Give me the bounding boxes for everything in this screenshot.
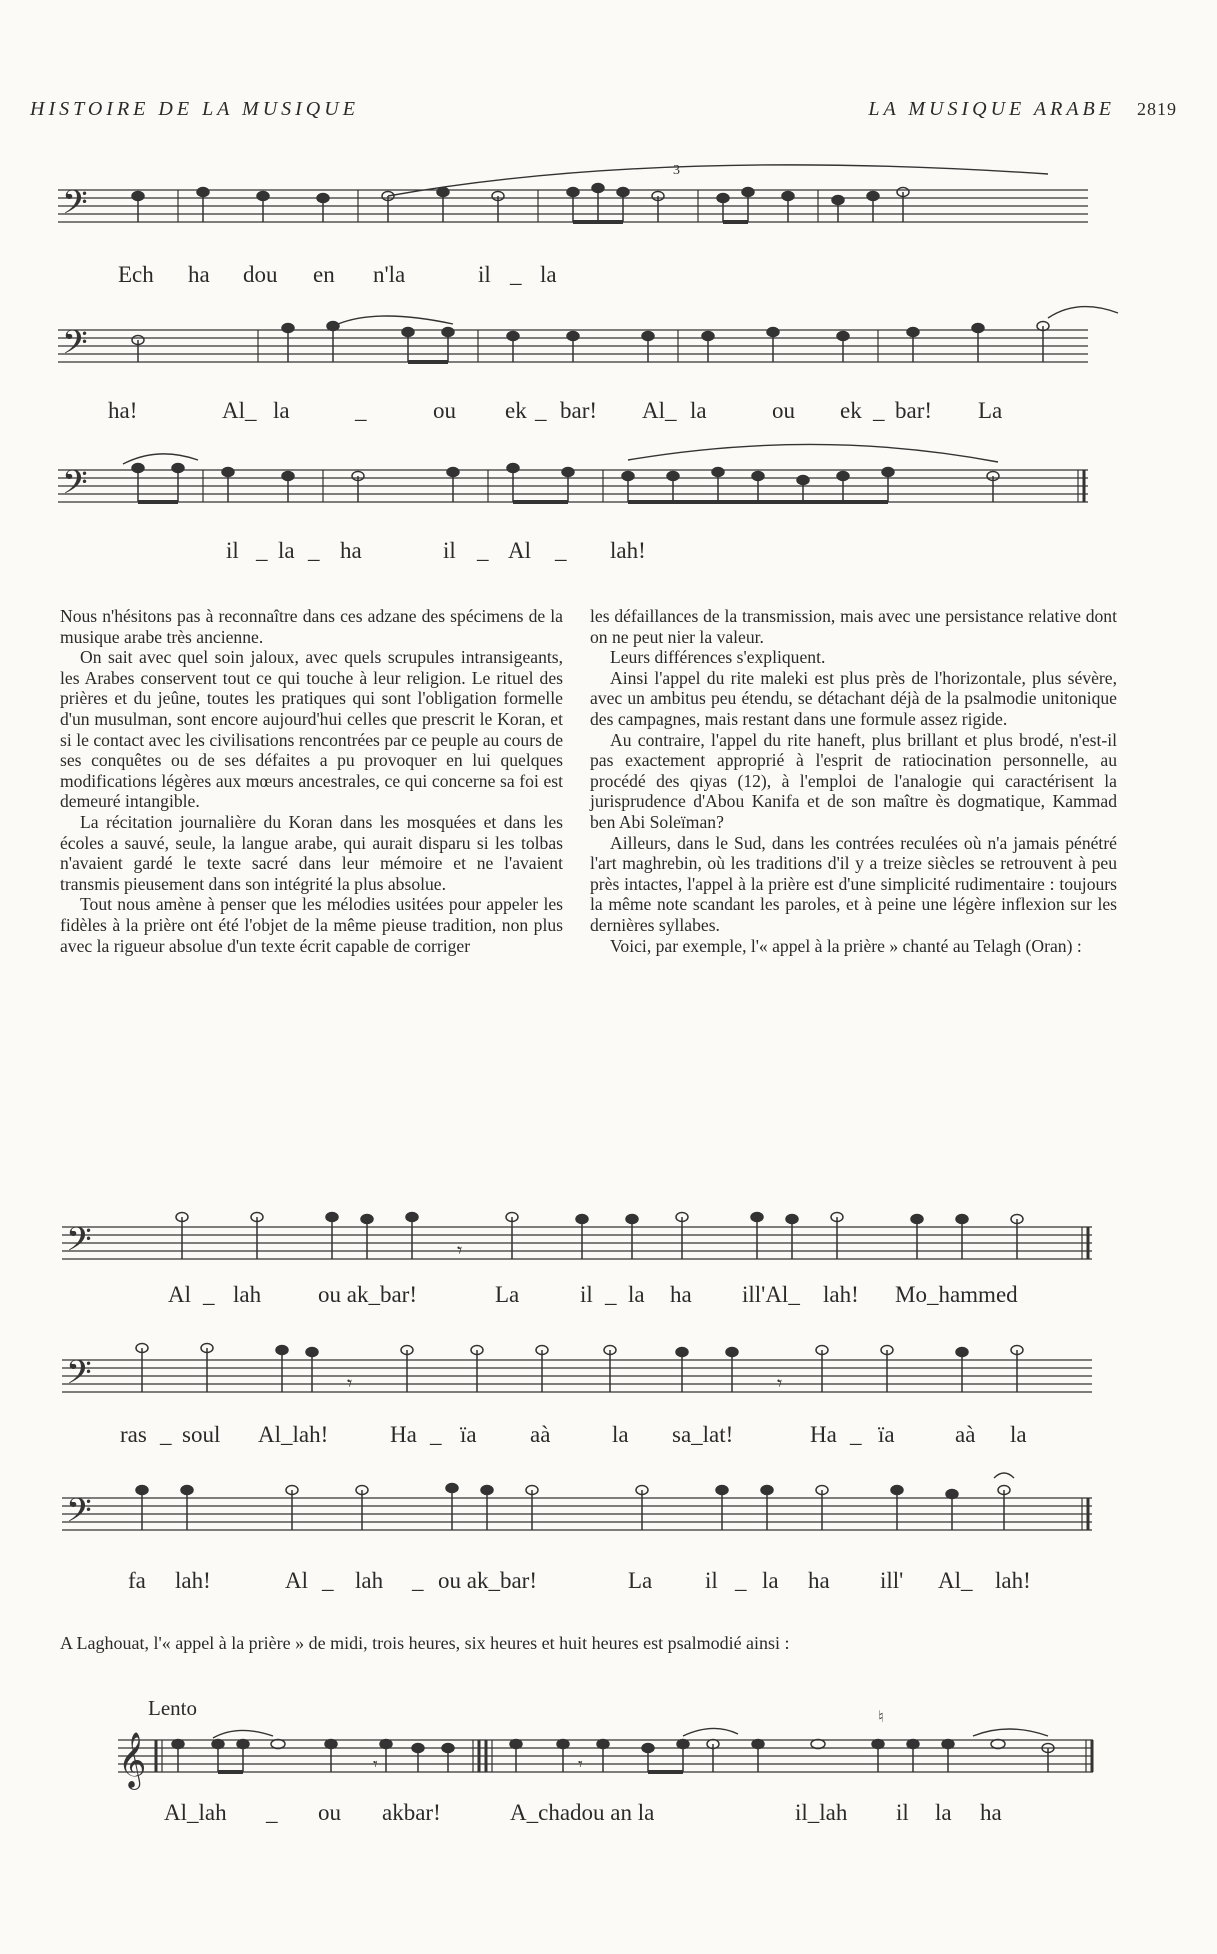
lyric-syllable: ou — [772, 398, 795, 423]
lyric-syllable: ha! — [108, 398, 138, 423]
note-heads — [176, 1213, 1023, 1260]
lyric-syllable: _ — [555, 538, 567, 563]
slur-icon — [628, 444, 998, 462]
lyric-syllable: Al — [285, 1568, 308, 1593]
staff-svg-4 — [62, 1215, 1092, 1275]
lyric-syllable: akbar! — [382, 1800, 441, 1825]
lyric-syllable: n'la — [373, 262, 406, 287]
lyric-syllable: lah! — [175, 1568, 211, 1593]
lyric-syllable: Al_lah! — [258, 1422, 329, 1447]
running-header-left: HISTOIRE DE LA MUSIQUE — [30, 98, 359, 120]
lyric-syllable: _ — [203, 1282, 215, 1307]
lyric-syllable: ha — [670, 1282, 692, 1307]
lyric-syllable: _ — [850, 1422, 862, 1447]
lyric-syllable: il — [443, 538, 456, 563]
slur-icon — [683, 1728, 738, 1736]
lyric-syllable: ha — [808, 1568, 830, 1593]
lyric-syllable: ha — [980, 1800, 1002, 1825]
lyric-syllable: aà — [955, 1422, 976, 1447]
lyric-syllable: aà — [530, 1422, 551, 1447]
lyric-syllable: la — [1010, 1422, 1027, 1447]
bass-clef-icon: 𝄢 — [62, 464, 88, 509]
lyric-syllable: ill'Al_ — [742, 1282, 800, 1307]
slur-icon — [1048, 307, 1118, 318]
lyric-syllable: _ — [873, 398, 885, 423]
music-staff-1 — [58, 163, 1088, 238]
lyric-syllable: ïa — [878, 1422, 895, 1447]
paragraph: Tout nous amène à penser que les mélodies usitées pour appeler les fidèles à la prière ont été l'objet de la même pieuse tradition, non plus avec la rigueur absolue d'un texte écrit capable de corriger — [60, 894, 563, 956]
lyric-syllable: Ha — [810, 1422, 837, 1447]
music-staff-5 — [62, 1348, 1092, 1408]
slur-icon — [338, 316, 453, 324]
lyric-syllable: _ — [477, 538, 489, 563]
text-column-right — [590, 606, 1117, 956]
lyric-syllable: la — [762, 1568, 779, 1593]
music-staff-2 — [58, 318, 1088, 378]
lyric-syllable: _ — [160, 1422, 172, 1447]
tempo-marking: Lento — [148, 1696, 197, 1720]
lyric-syllable: Ech — [118, 262, 154, 287]
paragraph: La récitation journalière du Koran dans les mosquées et dans les écoles a sauvé, seule, la langue arabe, qui aurait disparu si les tolbas n'avaient gardé le texte sacré dans leur mémoire et ne l'avaient transmis pieusement dans son intégrité la plus absolue. — [60, 811, 563, 894]
lyric-syllable: _ — [430, 1422, 442, 1447]
rest-icon: 𝄾 — [777, 1373, 783, 1395]
paragraph: Nous n'hésitons pas à reconnaître dans ces adzane des spécimens de la musique arabe très ancienne. — [60, 606, 563, 647]
lyric-syllable: ou ak_bar! — [438, 1568, 537, 1593]
lyric-syllable: il_lah — [795, 1800, 848, 1825]
lyric-syllable: ras — [120, 1422, 147, 1447]
lyric-syllable: Al_ — [938, 1568, 973, 1593]
music-caption: A Laghouat, l'« appel à la prière » de midi, trois heures, six heures et huit heures est psalmodié ainsi : — [60, 1633, 790, 1653]
lyric-syllable: lah! — [995, 1568, 1031, 1593]
lyric-syllable: il — [226, 538, 239, 563]
lyric-syllable: il — [705, 1568, 718, 1593]
staff-svg-7 — [118, 1709, 1093, 1788]
lyric-syllable: la — [690, 398, 707, 423]
lyric-syllable: _ — [266, 1800, 278, 1825]
lyric-syllable: Al — [508, 538, 531, 563]
lyric-syllable: en — [313, 262, 335, 287]
music-staff-7 — [118, 1709, 1093, 1788]
lyric-syllable: Al_ — [222, 398, 257, 423]
lyric-syllable: il — [478, 262, 491, 287]
note-heads — [132, 322, 1049, 363]
lyric-syllable: lah — [355, 1568, 384, 1593]
staff-svg-2 — [58, 318, 1088, 378]
lyric-syllable: lah! — [610, 538, 646, 563]
lyric-syllable: _ — [412, 1568, 424, 1593]
lyric-syllable: _ — [605, 1282, 617, 1307]
staff-svg-1 — [58, 163, 1088, 238]
lyric-syllable: la — [935, 1800, 952, 1825]
lyric-syllable: bar! — [895, 398, 933, 423]
staff-svg-5 — [62, 1348, 1092, 1408]
lyric-syllable: lah! — [823, 1282, 859, 1307]
lyric-syllable: lah — [233, 1282, 262, 1307]
bass-clef-icon: 𝄢 — [66, 1492, 92, 1537]
natural-sign-icon: ♮ — [878, 1709, 884, 1726]
page-number: 2819 — [1137, 99, 1177, 119]
lyric-syllable: Al — [168, 1282, 191, 1307]
note-heads — [132, 184, 909, 223]
lyric-syllable: ïa — [460, 1422, 477, 1447]
staff-svg-6 — [62, 1486, 1092, 1546]
lyric-syllable: La — [628, 1568, 653, 1593]
music-staff-6 — [62, 1486, 1092, 1546]
running-header-right — [868, 98, 1177, 121]
lyric-syllable: il — [896, 1800, 909, 1825]
fermata-icon — [994, 1473, 1014, 1478]
lyric-syllable: _ — [256, 538, 268, 563]
lyric-syllable: ha — [340, 538, 362, 563]
paragraph: Au contraire, l'appel du rite haneft, plus brillant et plus brodé, n'est-il pas exactement approprié à l'esprit de ratiocination personnelle, au procédé des qiyas (12), à l'emploi de l'analogie qui caractérisent la jurisprudence d'Abou Kanifa et de son maître ès dogmatique, Kammad ben Abi Soleïman? — [590, 729, 1117, 832]
lyric-syllable: _ — [322, 1568, 334, 1593]
running-header-title: LA MUSIQUE ARABE — [868, 98, 1115, 120]
bass-clef-icon: 𝄢 — [66, 1354, 92, 1399]
lyric-syllable: _ — [355, 398, 367, 423]
lyric-syllable: ill' — [880, 1568, 904, 1593]
triplet-mark: 3 — [673, 163, 680, 178]
lyric-syllable: Mo_hammed — [895, 1282, 1018, 1307]
lyric-syllable: fa — [128, 1568, 146, 1593]
lyric-syllable: bar! — [560, 398, 598, 423]
bass-clef-icon: 𝄢 — [66, 1221, 92, 1266]
lyric-syllable: _ — [735, 1568, 747, 1593]
rest-icon: 𝄾 — [578, 1754, 583, 1774]
note-heads — [132, 464, 999, 503]
lyric-syllable: ek — [840, 398, 862, 423]
lyric-syllable: Al_lah — [164, 1800, 227, 1825]
paragraph: Leurs différences s'expliquent. — [610, 647, 826, 668]
lyric-syllable: ou — [318, 1800, 341, 1825]
paragraph: Ainsi l'appel du rite maleki est plus près de l'horizontale, plus sévère, avec un ambitus peu étendu, se détachant déjà de la psalmodie unitonique des campagnes, mais restant dans une formule assez rigide. — [590, 667, 1117, 729]
lyric-syllable: sa_lat! — [672, 1422, 734, 1447]
lyric-syllable: dou — [243, 262, 278, 287]
treble-clef-icon: 𝄞 — [118, 1734, 147, 1787]
lyric-syllable: La — [495, 1282, 520, 1307]
music-staff-4 — [62, 1215, 1092, 1275]
slur-icon — [388, 165, 1048, 196]
note-heads — [136, 1484, 1010, 1531]
lyric-syllable: ek — [505, 398, 527, 423]
rest-icon: 𝄾 — [457, 1240, 463, 1262]
paragraph: Voici, par exemple, l'« appel à la prière » chanté au Telagh (Oran) : — [610, 935, 1082, 956]
lyric-syllable: _ — [510, 262, 522, 287]
bass-clef-icon: 𝄢 — [62, 324, 88, 369]
lyric-syllable: La — [978, 398, 1003, 423]
lyric-syllable: _ — [535, 398, 547, 423]
lyric-syllable: Al_ — [642, 398, 677, 423]
rest-icon: 𝄾 — [347, 1373, 353, 1395]
paragraph: les défaillances de la transmission, mais avec une persistance relative dont on ne peut nier la valeur. — [590, 606, 1117, 647]
text-column-left — [60, 606, 563, 956]
lyric-syllable: ha — [188, 262, 210, 287]
lyric-syllable: Ha — [390, 1422, 417, 1447]
slur-icon — [973, 1729, 1048, 1736]
slur-icon — [213, 1730, 273, 1738]
lyric-syllable: la — [628, 1282, 645, 1307]
lyric-syllable: ou — [433, 398, 456, 423]
music-staff-3 — [58, 458, 1088, 518]
slur-icon — [123, 454, 198, 464]
lyric-syllable: _ — [308, 538, 320, 563]
rest-icon: 𝄾 — [373, 1754, 378, 1774]
paragraph: Ailleurs, dans le Sud, dans les contrées reculées où n'a jamais pénétré l'art maghrebin, où les traditions d'il y a treize siècles se retrouvent à peu près intactes, l'appel à la prière est d'une simplicité rudimentaire : toujours la même note scandant les paroles, et à peine une légère inflexion sur les dernières syllabes. — [590, 832, 1117, 935]
lyric-syllable: ou ak_bar! — [318, 1282, 417, 1307]
paragraph: On sait avec quel soin jaloux, avec quels scrupules intransigeants, les Arabes conservent tout ce qui touche à leur religion. Le rituel des prières et du jeûne, toutes les pratiques qui sont l'obligation formelle d'un musulman, sont encore aujourd'hui celles que prescrit le Koran, et si le contact avec les civilisations rencontrées par ce peuple au cours de ses conquêtes ou de ses défaites a pu provoquer en lui quelques modifications légères aux mœurs ancestrales, ce qui concerne sa foi est demeuré intangible. — [60, 647, 563, 812]
lyric-syllable: la — [273, 398, 290, 423]
lyric-syllable: la — [540, 262, 557, 287]
lyric-syllable: soul — [182, 1422, 221, 1447]
lyric-syllable: la — [278, 538, 295, 563]
lyric-syllable: la — [612, 1422, 629, 1447]
bass-clef-icon: 𝄢 — [62, 184, 88, 229]
lyric-syllable: il — [580, 1282, 593, 1307]
staff-svg-3 — [58, 458, 1088, 518]
lyric-syllable: A_chadou an la — [510, 1800, 655, 1825]
